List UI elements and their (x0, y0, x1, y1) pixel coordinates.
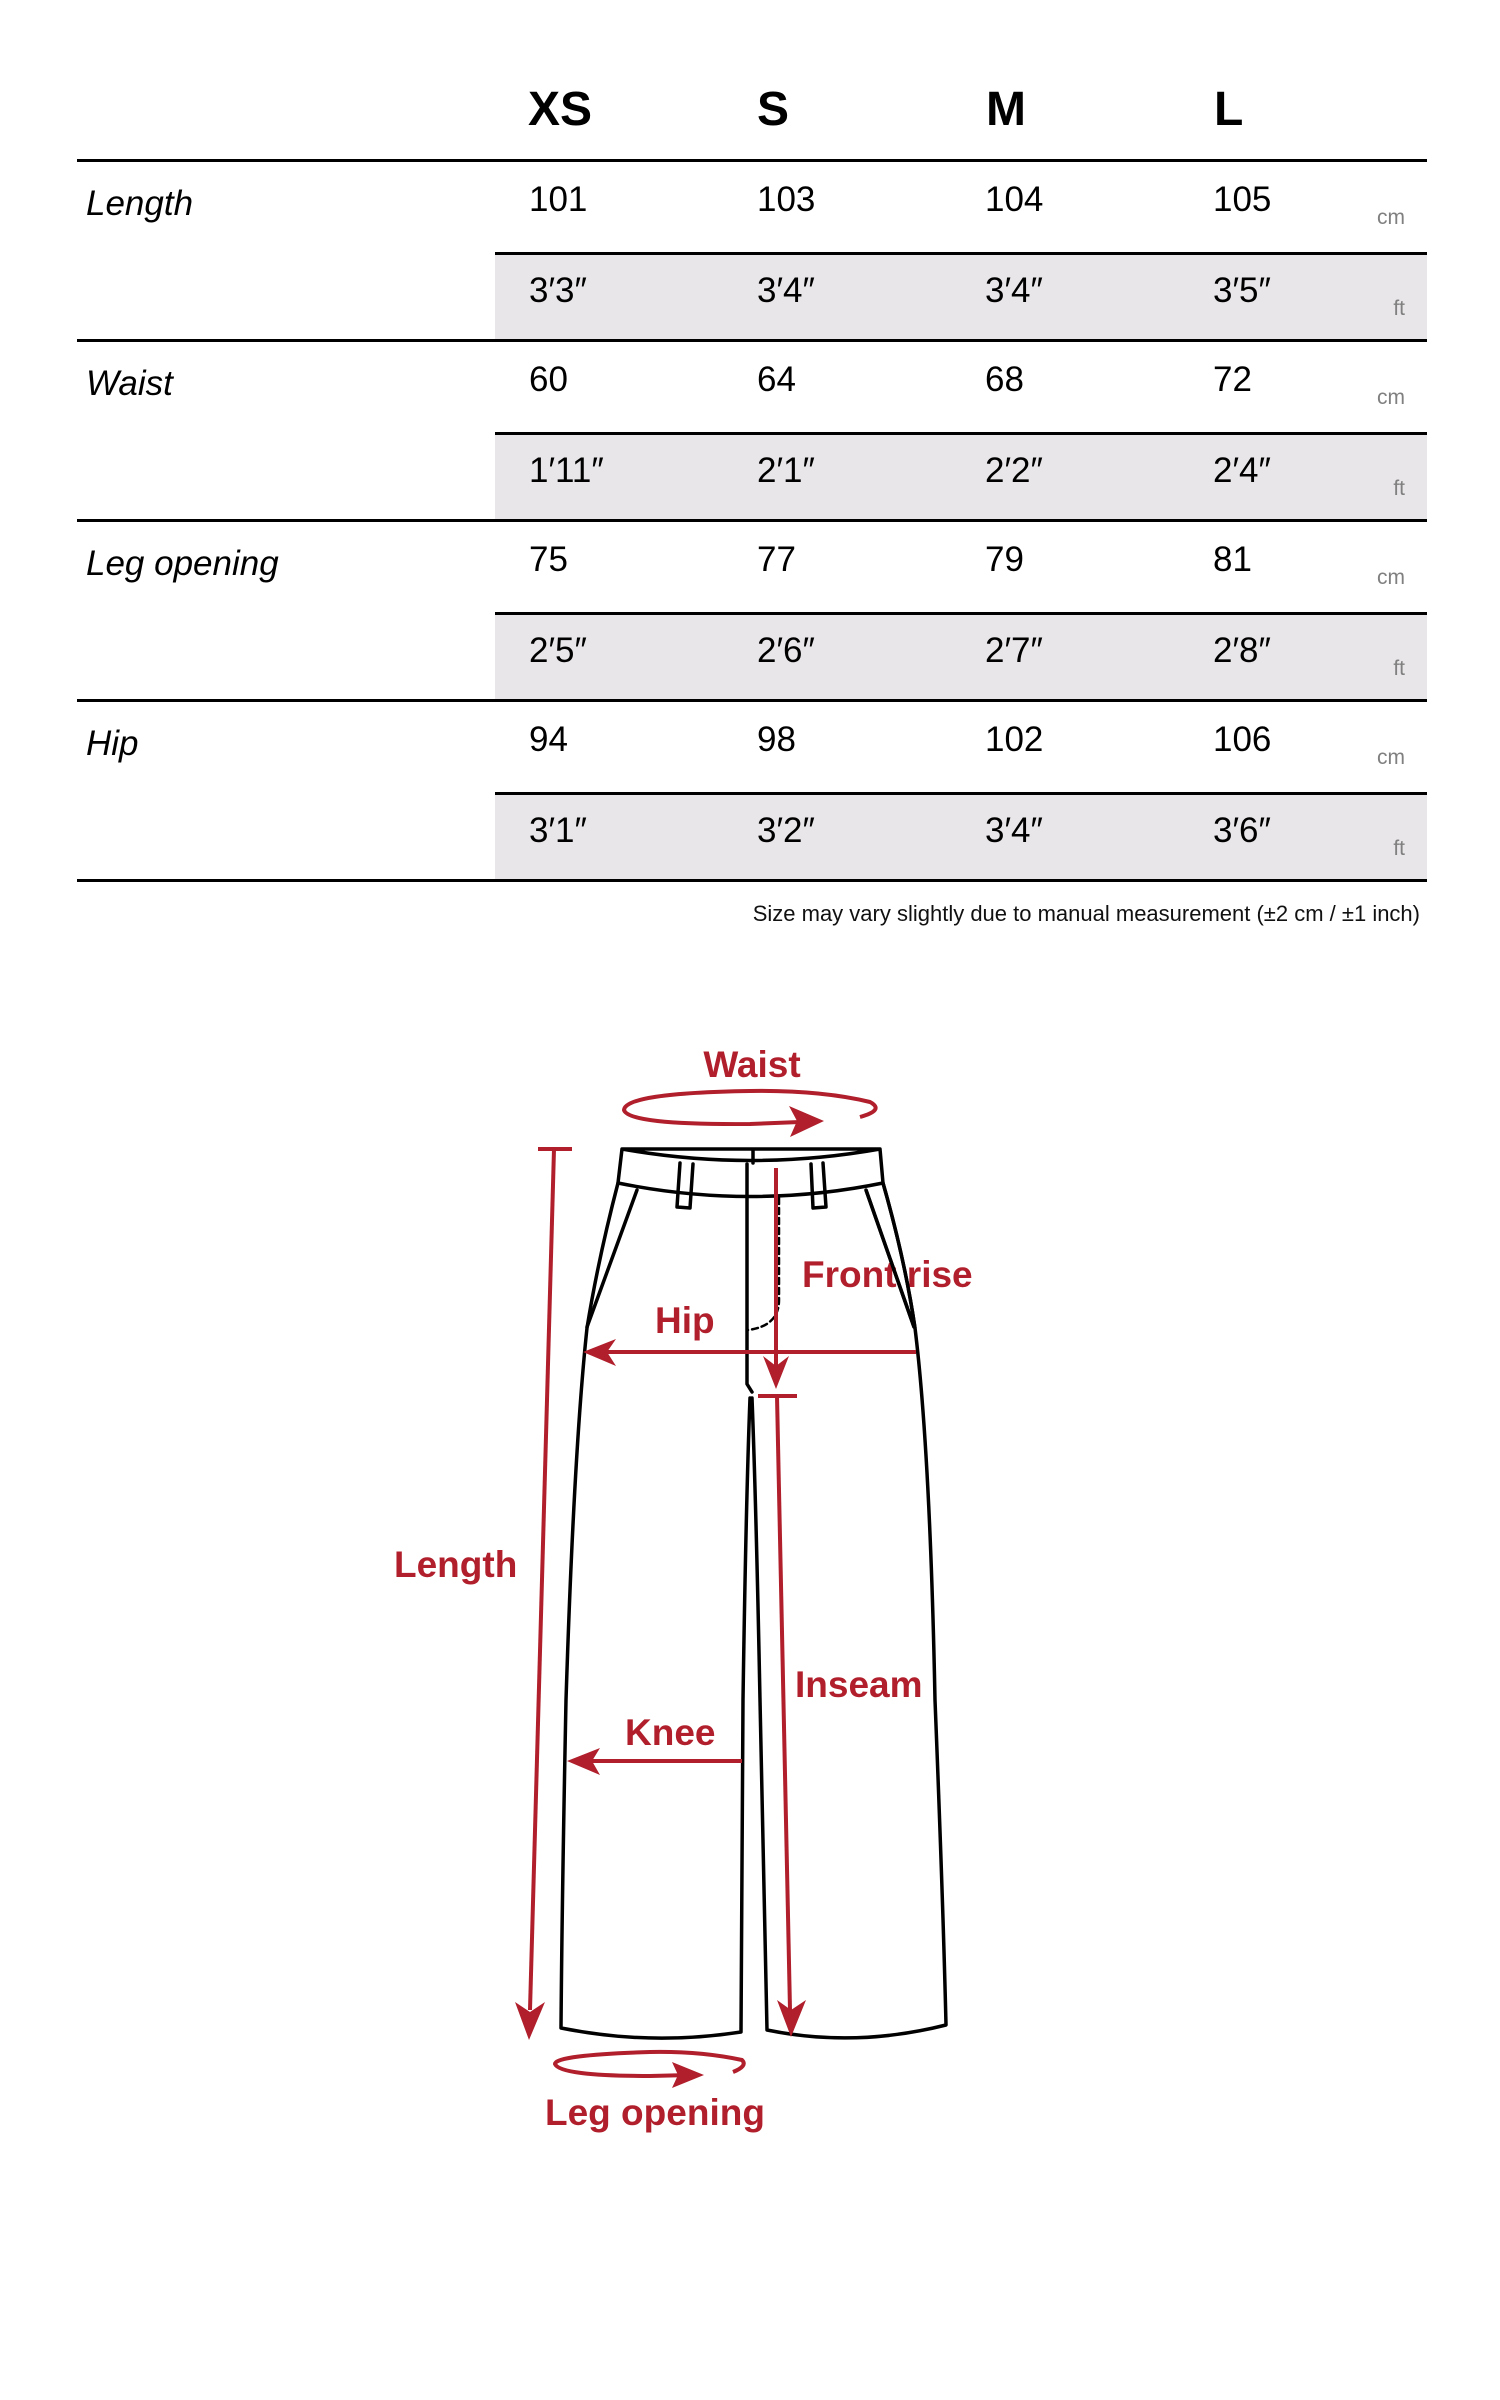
unit-label-cm: cm (1377, 566, 1405, 589)
value-cell: 2′7″ (985, 631, 1043, 670)
value-cell: 3′1″ (529, 811, 587, 850)
front-rise-label: Front rise (802, 1254, 973, 1295)
leg-opening-arrow (555, 2052, 744, 2076)
unit-label-ft: ft (1393, 837, 1405, 860)
value-cell: 105 (1213, 180, 1272, 219)
length-line (530, 1149, 554, 2010)
value-cell: 3′4″ (757, 271, 815, 310)
measurement-label: Hip (86, 724, 139, 763)
value-cell: 3′4″ (985, 811, 1043, 850)
value-cell: 2′6″ (757, 631, 815, 670)
length-label: Length (394, 1544, 518, 1585)
value-cell: 64 (757, 360, 796, 399)
value-cell: 60 (529, 360, 568, 399)
value-cell: 3′5″ (1213, 271, 1271, 310)
value-cell: 2′1″ (757, 451, 815, 490)
unit-label-cm: cm (1377, 746, 1405, 769)
value-cell: 103 (757, 180, 816, 219)
measurement-label: Leg opening (86, 544, 279, 583)
belt-loop-right (811, 1163, 826, 1208)
waist-circumference-arrow (624, 1091, 876, 1124)
value-cell: 77 (757, 540, 796, 579)
inseam-line (777, 1396, 790, 2010)
knee-label: Knee (625, 1712, 716, 1753)
value-cell: 3′6″ (1213, 811, 1271, 850)
waistband (618, 1149, 883, 1197)
value-cell: 2′2″ (985, 451, 1043, 490)
measurement-label: Length (86, 184, 194, 223)
value-cell: 2′8″ (1213, 631, 1271, 670)
hip-label: Hip (655, 1300, 715, 1341)
leg-opening-label: Leg opening (545, 2092, 765, 2133)
value-cell: 2′5″ (529, 631, 587, 670)
unit-label-cm: cm (1377, 206, 1405, 229)
value-cell: 1′11″ (529, 451, 604, 490)
unit-label-cm: cm (1377, 386, 1405, 409)
size-header-l: L (1214, 83, 1244, 136)
value-cell: 101 (529, 180, 588, 219)
value-cell: 94 (529, 720, 568, 759)
value-cell: 3′3″ (529, 271, 587, 310)
unit-label-ft: ft (1393, 297, 1405, 320)
value-cell: 2′4″ (1213, 451, 1271, 490)
value-cell: 3′2″ (757, 811, 815, 850)
value-cell: 79 (985, 540, 1024, 579)
measurement-label: Waist (86, 364, 173, 403)
unit-label-ft: ft (1393, 477, 1405, 500)
size-header-m: M (986, 83, 1026, 136)
value-cell: 75 (529, 540, 568, 579)
measurement-note: Size may vary slightly due to manual measurement (±2 cm / ±1 inch) (752, 901, 1420, 926)
value-cell: 68 (985, 360, 1024, 399)
value-cell: 98 (757, 720, 796, 759)
value-cell: 104 (985, 180, 1044, 219)
value-cell: 81 (1213, 540, 1252, 579)
value-cell: 102 (985, 720, 1044, 759)
size-header-s: S (757, 83, 790, 136)
waist-label: Waist (703, 1044, 801, 1085)
inseam-label: Inseam (795, 1664, 923, 1705)
value-cell: 3′4″ (985, 271, 1043, 310)
measurement-annotations (515, 1091, 916, 2088)
size-header-xs: XS (528, 83, 593, 136)
unit-label-ft: ft (1393, 657, 1405, 680)
belt-loop-left (677, 1163, 693, 1208)
value-cell: 72 (1213, 360, 1252, 399)
value-cell: 106 (1213, 720, 1272, 759)
